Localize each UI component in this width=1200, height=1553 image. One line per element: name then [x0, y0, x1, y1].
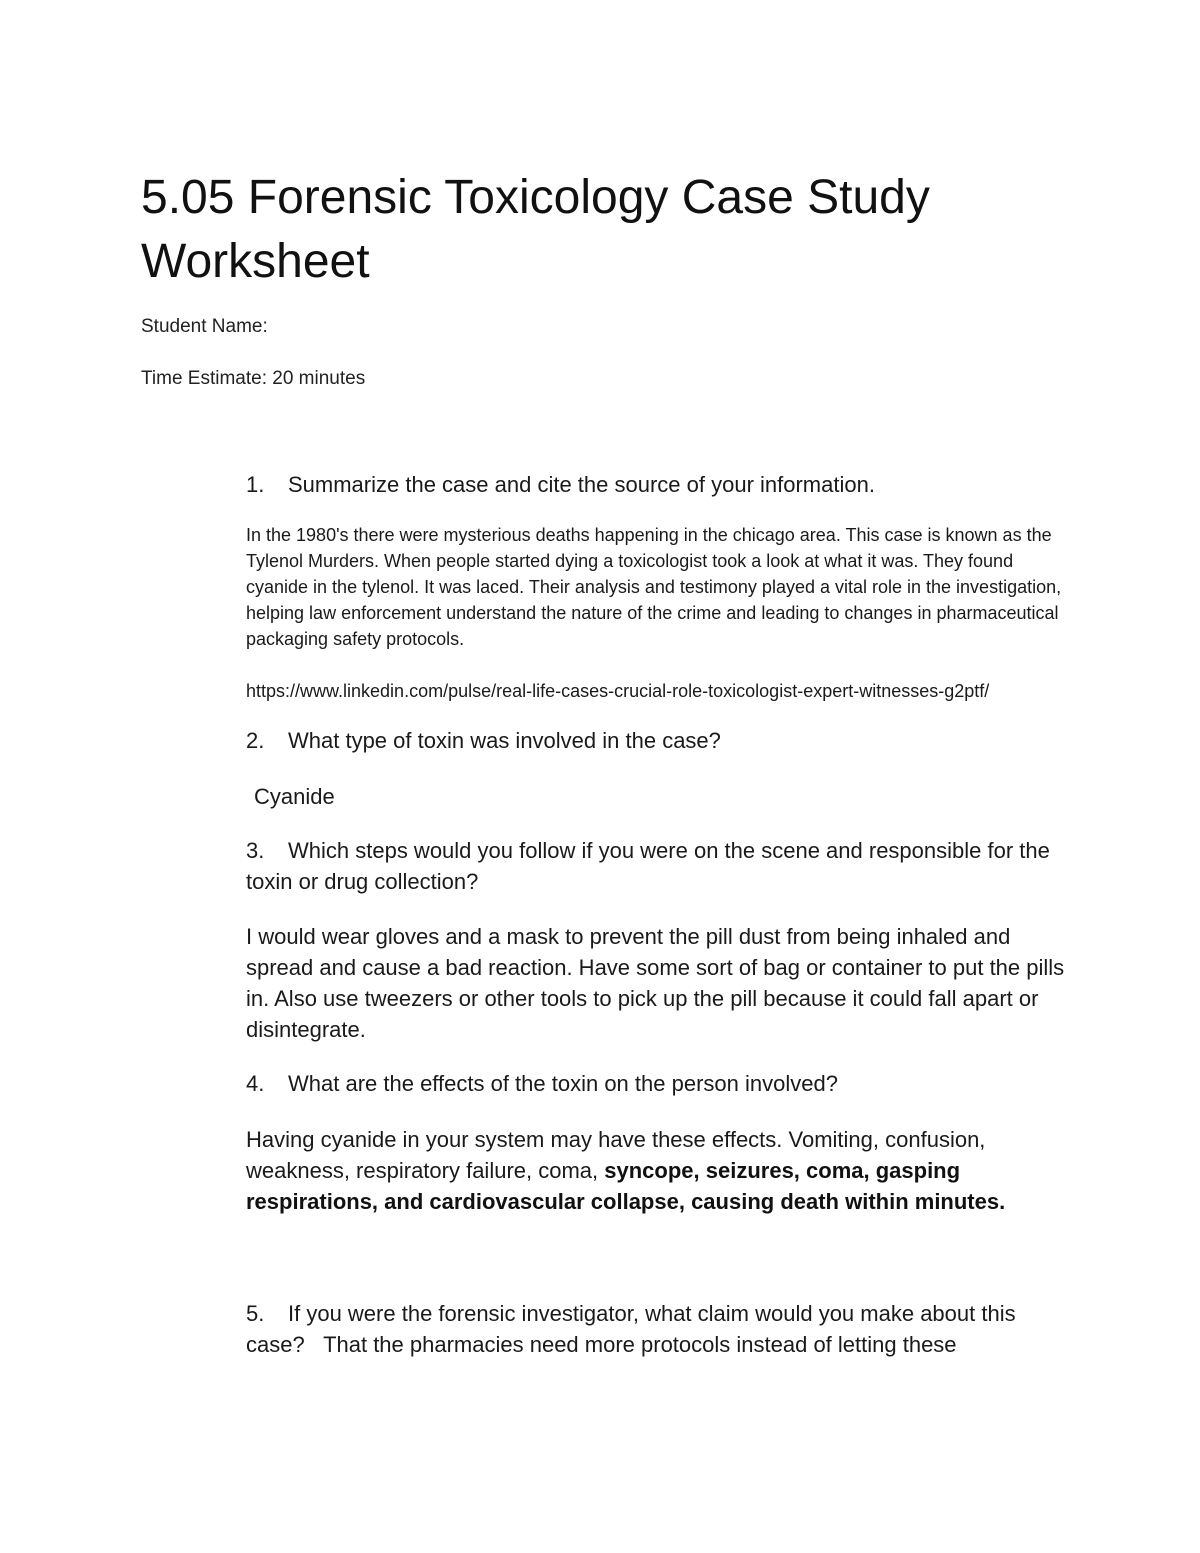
question-4 [246, 1068, 1066, 1099]
answer-5: That the pharmacies need more protocols instead of letting these [323, 1332, 957, 1357]
answer-3: I would wear gloves and a mask to prevent the pill dust from being inhaled and spread and cause a bad reaction. Have some sort of bag or container to put the pills in. Also use tweezers or other tools to pick up the pill because it could fall apart or disintegrate. [246, 924, 1065, 1042]
question-text: What are the effects of the toxin on the person involved? [288, 1071, 838, 1096]
question-text: What type of toxin was involved in the case? [288, 728, 721, 753]
question-3 [246, 835, 1066, 897]
question-text: If you were the forensic investigator, what claim would you make about this case? [246, 1301, 1016, 1357]
answer-4-bold: syncope, seizures, coma, gasping respirations, and cardiovascular collapse, causing death within minutes. [246, 1158, 1006, 1214]
question-number: 5. [246, 1301, 265, 1326]
question-number: 1. [246, 472, 265, 497]
question-text: Which steps would you follow if you were on the scene and responsible for the toxin or drug collection? [246, 838, 1050, 894]
source-url: https://www.linkedin.com/pulse/real-life-cases-crucial-role-toxicologist-expert-witnesses-g2ptf/ [246, 681, 990, 701]
answer-2: Cyanide [254, 784, 335, 809]
answer-4-plain: Having cyanide in your system may have these effects. Vomiting, confusion, weakness, respiratory failure, coma, [246, 1127, 986, 1183]
question-number: 3. [246, 838, 265, 863]
question-2 [246, 725, 1066, 756]
question-text: Summarize the case and cite the source of your information. [288, 472, 875, 497]
page-title: 5.05 Forensic Toxicology Case Study Worksheet [141, 171, 930, 288]
question-5 [246, 1298, 1066, 1360]
student-name-label: Student Name: [141, 316, 268, 337]
question-1 [246, 469, 1066, 500]
question-number: 4. [246, 1071, 265, 1096]
time-estimate: Time Estimate: 20 minutes [141, 368, 366, 389]
answer-4 [246, 1124, 1066, 1217]
question-number: 2. [246, 728, 265, 753]
answer-1: In the 1980's there were mysterious deaths happening in the chicago area. This case is known as the Tylenol Murders. When people started dying a toxicologist took a look at what it was. They found cyanide in the tylenol. It was laced. Their analysis and testimony played a vital role in the investigation, helping law enforcement understand the nature of the crime and leading to changes in pharmaceutical packaging safety protocols. [246, 525, 1062, 649]
